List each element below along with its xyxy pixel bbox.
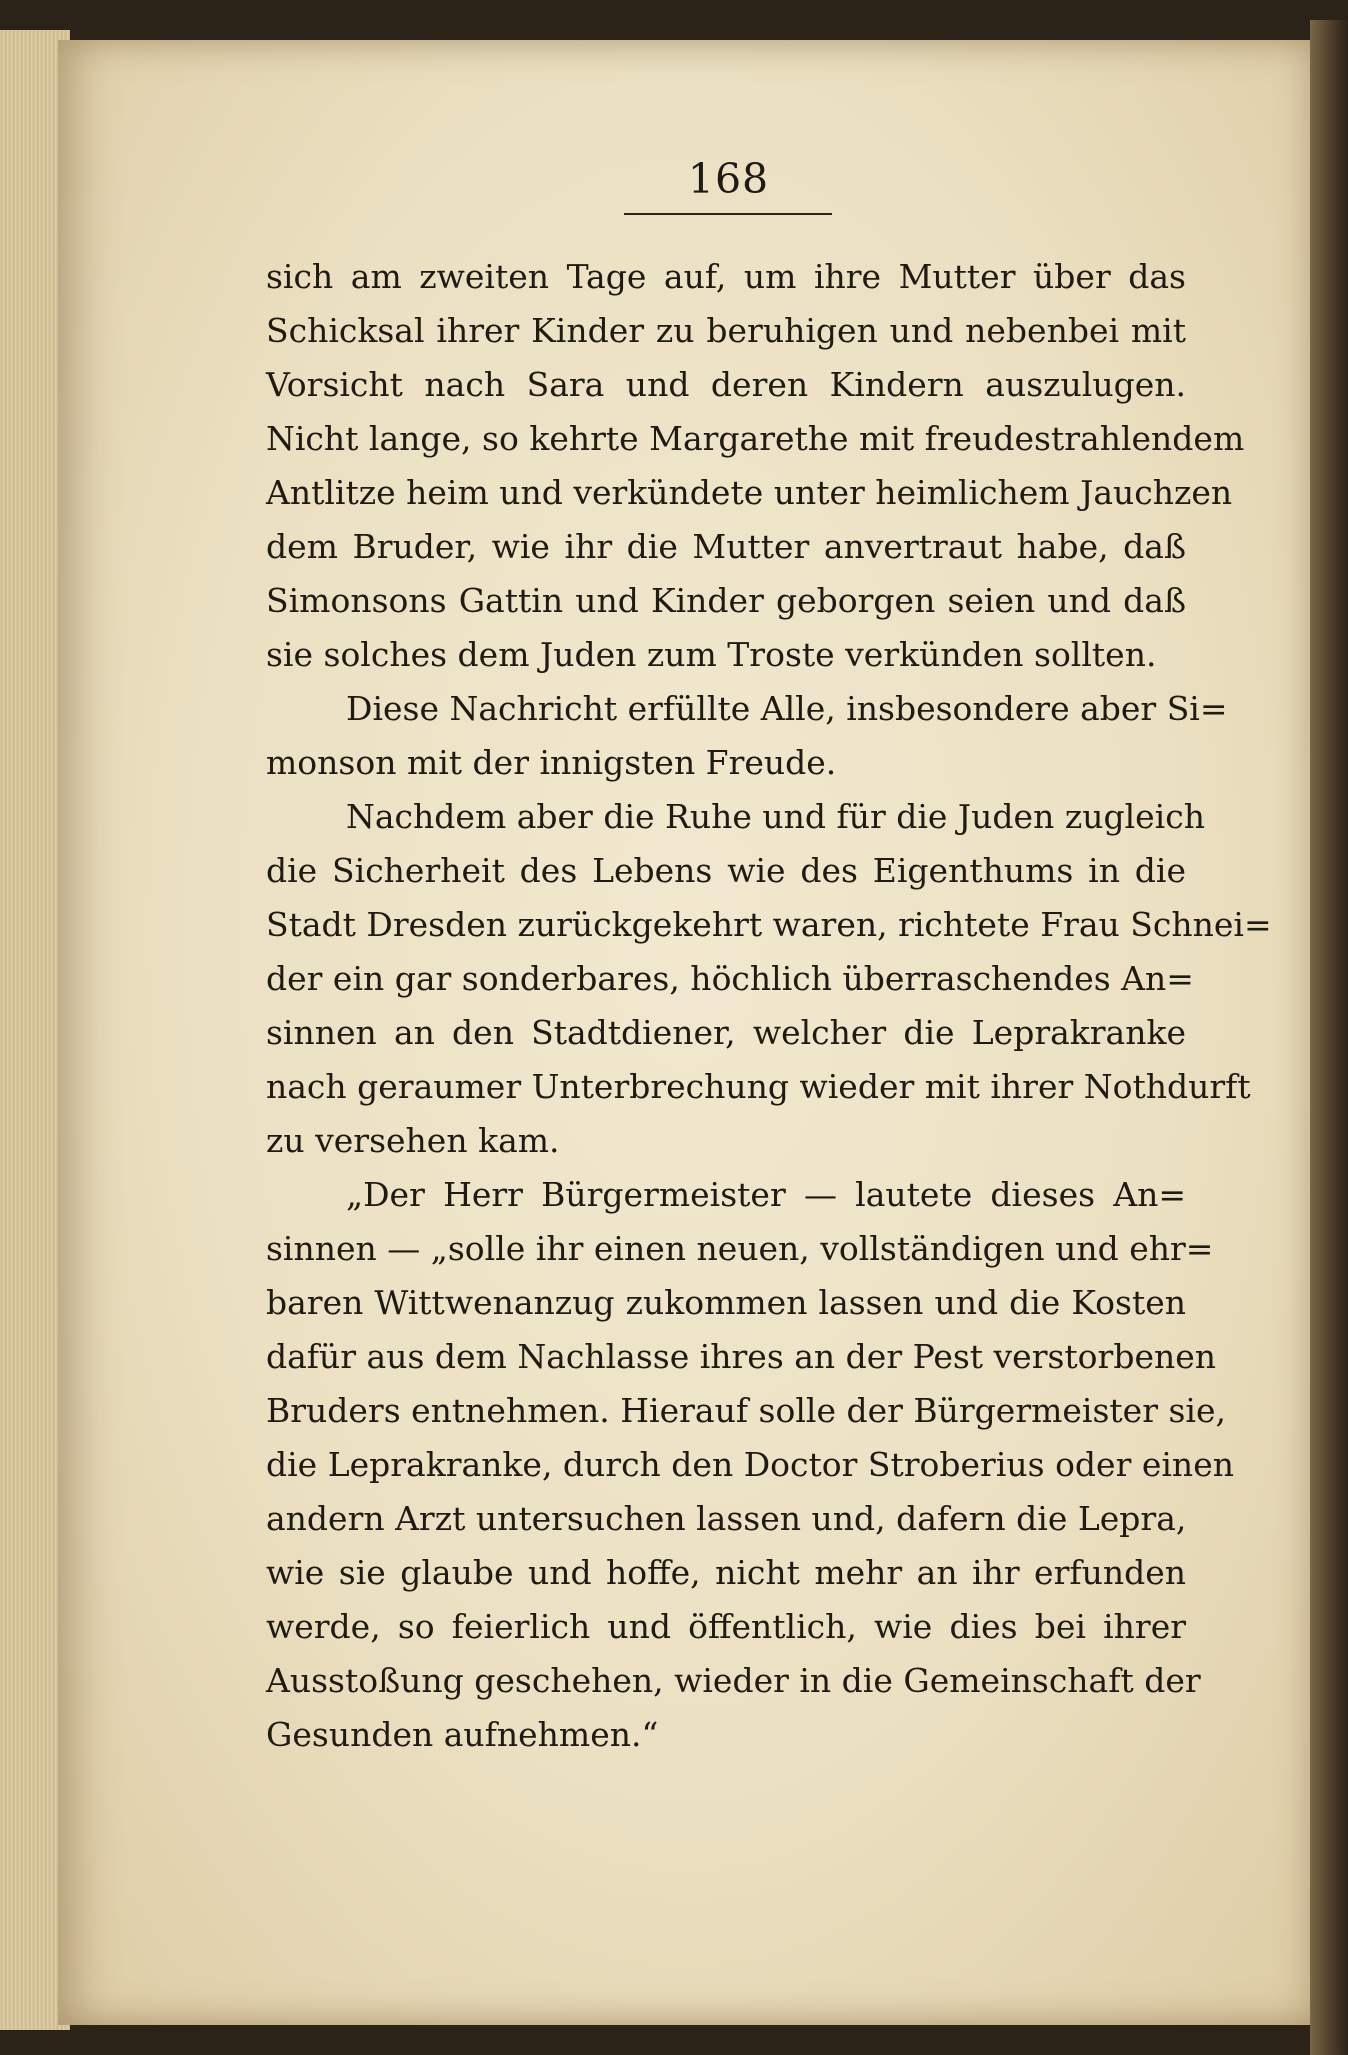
text-line: dafür aus dem Nachlasse ihres an der Pest verstorbenen (266, 1337, 1217, 1376)
text-line: dem Bruder, wie ihr die Mutter anvertraut habe, daß (266, 527, 1186, 566)
text-line: Stadt Dresden zurückgekehrt waren, richtete Frau Schnei= (266, 905, 1272, 944)
text-line: Bruders entnehmen. Hierauf solle der Bürgermeister sie, (266, 1391, 1226, 1430)
text-line: Nachdem aber die Ruhe und für die Juden zugleich (346, 797, 1205, 836)
text-line: werde, so feierlich und öffentlich, wie dies bei ihrer (266, 1607, 1186, 1646)
text-line: Gesunden aufnehmen.“ (266, 1715, 659, 1754)
header-rule (624, 213, 832, 215)
text-line: sinnen — „solle ihr einen neuen, vollständigen und ehr= (266, 1229, 1214, 1268)
book-binding-edge (1310, 20, 1348, 2055)
text-line: sich am zweiten Tage auf, um ihre Mutter über das (266, 257, 1186, 296)
text-line: baren Wittwenanzug zukommen lassen und die Kosten (266, 1283, 1186, 1322)
text-line: sie solches dem Juden zum Troste verkünden sollten. (266, 635, 1157, 674)
text-line: sinnen an den Stadtdiener, welcher die Leprakranke (266, 1013, 1186, 1052)
text-line: Nicht lange, so kehrte Margarethe mit freudestrahlendem (266, 419, 1245, 458)
text-line: „Der Herr Bürgermeister — lautete dieses An= (346, 1175, 1186, 1214)
page-number: 168 (687, 155, 770, 203)
text-line: Vorsicht nach Sara und deren Kindern auszulugen. (266, 365, 1186, 404)
text-line: Simonsons Gattin und Kinder geborgen seien und daß (266, 581, 1186, 620)
text-line: Ausstoßung geschehen, wieder in die Gemeinschaft der (266, 1661, 1201, 1700)
text-line: wie sie glaube und hoffe, nicht mehr an ihr erfunden (266, 1553, 1186, 1592)
text-line: zu versehen kam. (266, 1121, 560, 1160)
text-line: die Sicherheit des Lebens wie des Eigenthums in die (266, 851, 1186, 890)
text-line: monson mit der innigsten Freude. (266, 743, 837, 782)
text-line: der ein gar sonderbares, höchlich überraschendes An= (266, 959, 1194, 998)
text-line: Schicksal ihrer Kinder zu beruhigen und nebenbei mit (266, 311, 1186, 350)
text-line: Diese Nachricht erfüllte Alle, insbesondere aber Si= (346, 689, 1228, 728)
text-line: andern Arzt untersuchen lassen und, dafern die Lepra, (266, 1499, 1187, 1538)
text-line: die Leprakranke, durch den Doctor Stroberius oder einen (266, 1445, 1234, 1484)
body-text (266, 250, 1272, 1762)
text-line: Antlitze heim und verkündete unter heimlichem Jauchzen (266, 473, 1233, 512)
text-line: nach geraumer Unterbrechung wieder mit ihrer Nothdurft (266, 1067, 1251, 1106)
